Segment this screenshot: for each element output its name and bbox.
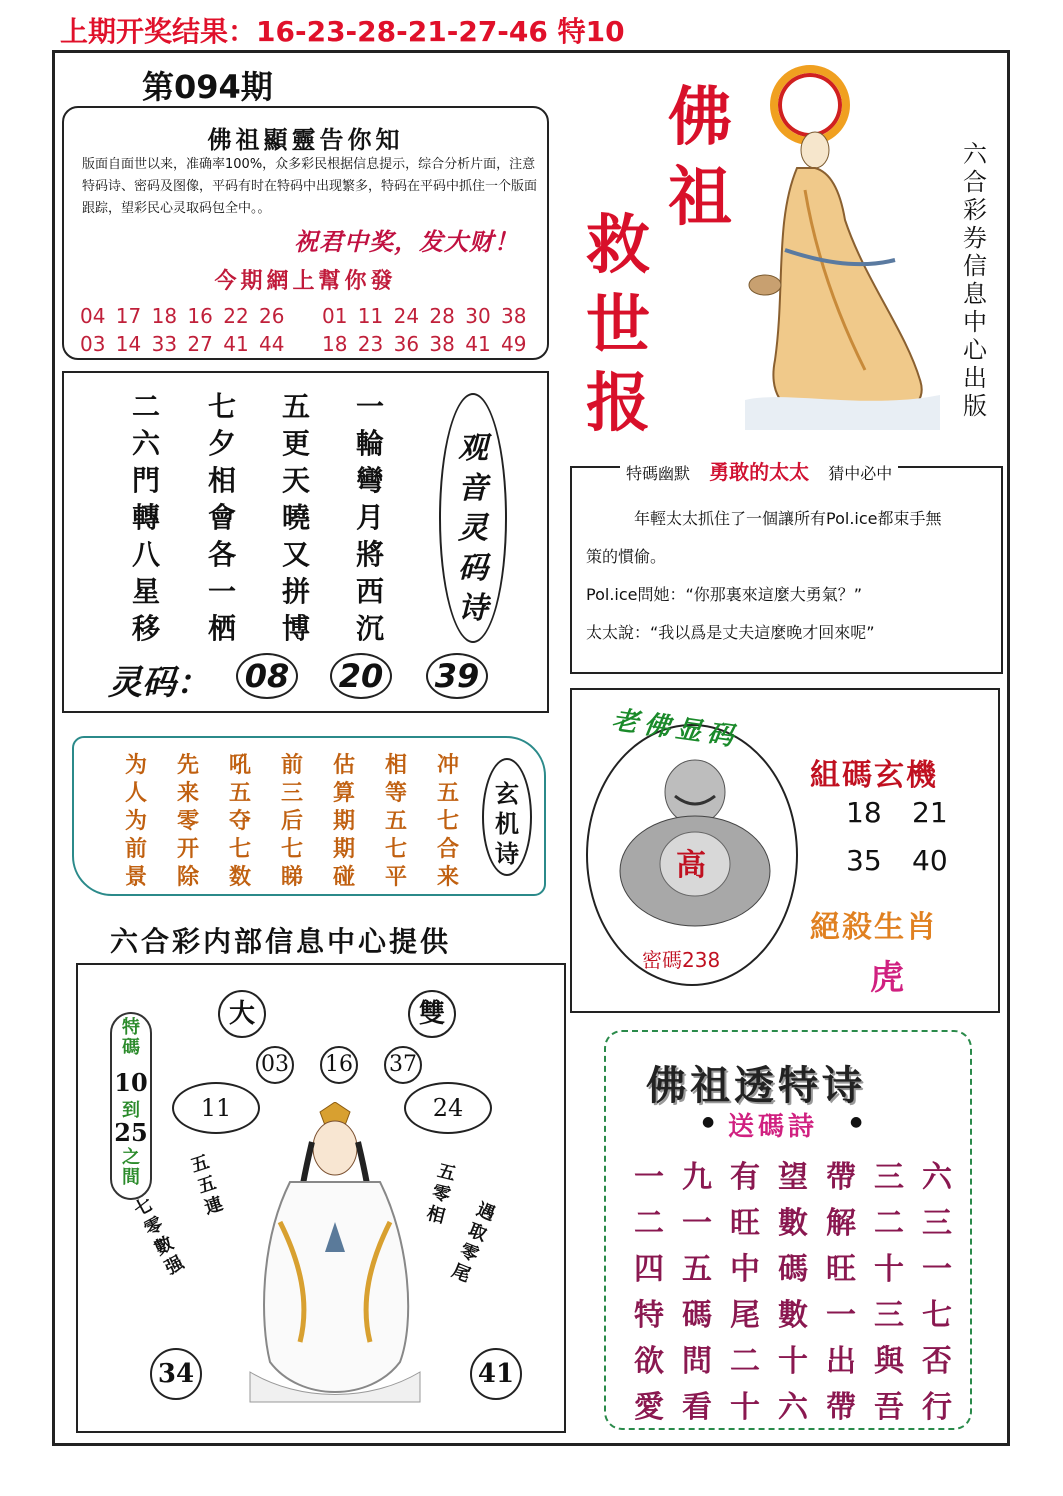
xuanji-char: 开 <box>176 837 199 862</box>
tepoem-char: 四 <box>634 1252 664 1287</box>
tepoem-char: 帶 <box>826 1390 856 1425</box>
guanyin-top-number: 16 <box>320 1046 358 1084</box>
xuanji-char: 除 <box>176 865 199 890</box>
poem-char: 一 <box>207 575 236 608</box>
tepoem-char: 旺 <box>826 1252 856 1287</box>
tepoem-char: 一 <box>682 1206 712 1241</box>
poem-char: 轉 <box>131 501 160 534</box>
tepoem-char: 六 <box>922 1160 952 1195</box>
poem-char: 六 <box>131 427 160 460</box>
guanyin-side-number: 24 <box>404 1082 492 1134</box>
tepoem-char: 二 <box>634 1206 664 1241</box>
joke-header <box>620 456 898 485</box>
tepoem-char: 數 <box>778 1206 808 1241</box>
tepoem-char: 有 <box>730 1160 760 1195</box>
xuanji-char: 五 <box>384 809 407 834</box>
guanyin-side-number: 11 <box>172 1082 260 1134</box>
masthead-char-2: 祖 <box>668 160 732 235</box>
tepoem-char: 看 <box>682 1390 712 1425</box>
secret-code: 密碼238 <box>642 948 721 972</box>
tepoem-char: 一 <box>634 1160 664 1195</box>
lingma-number: 20 <box>330 653 392 699</box>
dot-right-icon: ● <box>850 1114 863 1130</box>
poem-char: 博 <box>281 612 310 645</box>
xuanji-char: 数 <box>228 865 251 890</box>
tepoem-char: 尾 <box>730 1298 760 1333</box>
masthead-char-1: 佛 <box>668 80 732 155</box>
left-verse-2: 七零數强 <box>130 1193 188 1280</box>
lingma-label: 灵码： <box>108 663 210 703</box>
tepoem-char: 六 <box>778 1390 808 1425</box>
poem-char: 一 <box>355 390 384 423</box>
xuanji-char: 七 <box>436 809 459 834</box>
poem-label-char: 诗 <box>458 591 488 626</box>
tema-to: 25 <box>114 1118 148 1147</box>
poem-char: 天 <box>281 464 310 497</box>
tepoem-subtitle: 送碼詩 <box>728 1112 819 1142</box>
xuanji-char: 前 <box>124 837 147 862</box>
xuanji-char: 后 <box>280 809 303 834</box>
tepoem-char: 行 <box>922 1390 952 1425</box>
poem-label-char: 码 <box>458 551 488 586</box>
xuanji-char: 为 <box>124 753 147 778</box>
tema-range-pill <box>110 1012 152 1200</box>
poem-label-char: 音 <box>458 471 488 506</box>
numbers-row-1-left: 04 17 18 16 22 26 <box>80 304 285 328</box>
tepoem-char: 七 <box>922 1298 952 1333</box>
poem-char: 沉 <box>355 612 384 645</box>
xuanji-char: 七 <box>280 837 303 862</box>
poem-char: 會 <box>207 501 236 534</box>
tepoem-char: 欲 <box>634 1344 664 1379</box>
intro-box <box>62 106 549 360</box>
poem-char: 又 <box>281 538 310 571</box>
tepoem-char: 帶 <box>826 1160 856 1195</box>
xuanji-char: 夺 <box>228 809 251 834</box>
xuanji-char: 来 <box>436 865 459 890</box>
tepoem-char: 碼 <box>682 1298 712 1333</box>
guanyin-poem-box <box>62 371 549 713</box>
poem-char: 月 <box>355 501 384 534</box>
xuanji-char: 算 <box>332 781 355 806</box>
xuanji-char: 为 <box>124 809 147 834</box>
bottom-number: 34 <box>150 1348 202 1400</box>
buddha-code-box <box>570 688 1000 1013</box>
right-verse-2: 遇取零尾 <box>448 1199 498 1287</box>
lingma-number: 08 <box>236 653 298 699</box>
tepoem-char: 一 <box>826 1298 856 1333</box>
guanyin-top-number: 03 <box>256 1046 294 1084</box>
tepoem-char: 出 <box>826 1344 856 1379</box>
tepoem-char: 愛 <box>634 1390 664 1425</box>
xuanji-char: 吼 <box>228 753 251 778</box>
standing-guanyin-image <box>745 110 940 430</box>
tepoem-char: 十 <box>778 1344 808 1379</box>
intro-paragraph: 版面自面世以来，准确率100%，众多彩民根据信息提示，综合分析片面，注意特码诗、密码及图像，平码有时在特码中出现繁多，特码在平码中抓住一个版面跟踪，望彩民心灵取码包全中。。 <box>82 157 538 216</box>
xuanji-char: 零 <box>176 809 199 834</box>
tepoem-char: 旺 <box>730 1206 760 1241</box>
tepoem-char: 九 <box>682 1160 712 1195</box>
group-number: 35 <box>846 844 882 877</box>
xuanji-char: 七 <box>228 837 251 862</box>
poem-label-oval <box>439 393 507 643</box>
joke-label-right: 猜中必中 <box>828 464 893 483</box>
xuanji-char: 人 <box>124 781 147 806</box>
poem-char: 將 <box>355 538 384 571</box>
xuanji-char: 估 <box>332 753 355 778</box>
shuang-label: 雙 <box>408 990 456 1038</box>
kill-zodiac: 虎 <box>870 958 904 998</box>
tepoem-char: 問 <box>682 1344 712 1379</box>
poem-char: 移 <box>131 612 160 645</box>
joke-label-left: 特碼幽默 <box>626 464 691 483</box>
tepoem-char: 望 <box>778 1160 808 1195</box>
xuanji-label-char: 机 <box>495 810 519 838</box>
xuanji-char: 冲 <box>436 753 459 778</box>
poem-char: 更 <box>281 427 310 460</box>
poem-char: 西 <box>355 575 384 608</box>
poem-char: 八 <box>131 538 160 571</box>
group-code-title: 組碼玄機 <box>810 758 938 793</box>
xuanji-char: 合 <box>436 837 459 862</box>
big-label: 大 <box>218 990 266 1038</box>
buddha-belly-char: 高 <box>676 848 706 883</box>
dot-left-icon: ● <box>702 1114 715 1130</box>
xuanji-char: 期 <box>332 809 355 834</box>
tepoem-char: 一 <box>922 1252 952 1287</box>
right-verse-1: 五零相 <box>424 1160 458 1228</box>
tepoem-char: 五 <box>682 1252 712 1287</box>
guanyin-top-number: 37 <box>384 1046 422 1084</box>
intro-slogan: 祝君中奖，发大财！ <box>294 228 519 256</box>
poem-char: 二 <box>131 390 160 423</box>
last-draw-result: 上期开奖结果：16-23-28-21-27-46 特10 <box>60 15 625 48</box>
tema-label: 特碼 <box>122 1017 140 1058</box>
tepoem-char: 三 <box>874 1298 904 1333</box>
tepoem-char: 與 <box>874 1344 904 1379</box>
tepoem-char: 二 <box>874 1206 904 1241</box>
xuanji-label-char: 玄 <box>495 780 519 808</box>
tepoem-char: 三 <box>874 1160 904 1195</box>
poem-char: 星 <box>131 575 160 608</box>
bottom-number: 41 <box>470 1348 522 1400</box>
seated-guanyin-image <box>240 1102 430 1424</box>
issue-number: 第094期 <box>142 68 273 106</box>
xuanji-label-char: 诗 <box>495 840 519 868</box>
xuanji-char: 相 <box>384 753 407 778</box>
buddha-arc-text: 老佛显码 <box>610 705 742 753</box>
tepoem-char: 特 <box>634 1298 664 1333</box>
intro-title: 佛祖顯靈告你知 <box>207 126 404 154</box>
joke-line-3: Pol.ice問她：“你那裏來這麼大勇氣？” <box>586 585 863 604</box>
tepoem-char: 解 <box>826 1206 856 1241</box>
intro-subtitle: 今期網上幫你發 <box>214 269 397 294</box>
lingma-number: 39 <box>426 653 488 699</box>
xuanji-char: 期 <box>332 837 355 862</box>
xuanji-char: 五 <box>436 781 459 806</box>
group-number: 18 <box>846 796 882 829</box>
xuanji-char: 前 <box>280 753 303 778</box>
xuanji-label-oval <box>482 758 532 876</box>
tepoem-char: 二 <box>730 1344 760 1379</box>
tema-joke-box <box>570 460 1003 674</box>
poem-char: 曉 <box>281 501 310 534</box>
joke-line-4: 太太說：“我以爲是丈夫這麼晚才回來呢” <box>586 623 875 642</box>
poem-char: 門 <box>131 464 160 497</box>
tema-from: 10 <box>114 1068 148 1097</box>
poem-char: 各 <box>207 538 236 571</box>
tepoem-char: 碼 <box>778 1252 808 1287</box>
xuanji-char: 等 <box>384 781 407 806</box>
tepoem-char: 否 <box>922 1344 952 1379</box>
masthead-char-3: 救 <box>586 208 650 283</box>
numbers-row-1-right: 01 11 24 28 30 38 <box>322 304 527 328</box>
joke-title: 勇敢的太太 <box>709 460 810 484</box>
tema-to-char: 到 <box>122 1100 140 1121</box>
left-verse-1: 五五連 <box>188 1151 226 1219</box>
xuanji-char: 来 <box>176 781 199 806</box>
masthead-char-4: 世 <box>586 288 650 363</box>
publisher-vertical: 六合彩券信息中心出版 <box>963 140 987 420</box>
tema-end: 之間 <box>122 1147 140 1188</box>
numbers-row-2-right: 18 23 36 38 41 49 <box>322 332 527 356</box>
tepoem-char: 三 <box>922 1206 952 1241</box>
tepoem-char: 數 <box>778 1298 808 1333</box>
tepoem-char: 十 <box>730 1390 760 1425</box>
poem-char: 五 <box>281 390 310 423</box>
poem-char: 夕 <box>207 427 236 460</box>
xuanji-poem-box <box>72 736 546 896</box>
tepoem-char: 吾 <box>874 1390 904 1425</box>
poem-label-char: 观 <box>458 431 488 466</box>
xuanji-char: 碰 <box>332 865 355 890</box>
joke-line-2: 策的慣偷。 <box>586 547 667 566</box>
tepoem-char: 中 <box>730 1252 760 1287</box>
tepoem-box <box>604 1030 972 1430</box>
group-number: 21 <box>912 796 948 829</box>
xuanji-char: 景 <box>124 865 147 890</box>
poem-char: 輪 <box>355 427 384 460</box>
poem-char: 彎 <box>355 464 384 497</box>
provider-line: 六合彩内部信息中心提供 <box>110 925 452 958</box>
masthead-char-5: 报 <box>586 366 650 441</box>
group-number: 40 <box>912 844 948 877</box>
joke-line-1: 年輕太太抓住了一個讓所有Pol.ice都束手無 <box>634 509 942 528</box>
poem-char: 七 <box>207 390 236 423</box>
tepoem-title: 佛祖透特诗 <box>646 1063 866 1109</box>
xuanji-char: 睇 <box>280 865 303 890</box>
poem-char: 拼 <box>281 575 310 608</box>
poem-char: 栖 <box>207 612 236 645</box>
numbers-row-2-left: 03 14 33 27 41 44 <box>80 332 285 356</box>
xuanji-char: 三 <box>280 781 303 806</box>
kill-zodiac-title: 絕殺生肖 <box>810 910 938 945</box>
xuanji-char: 先 <box>176 753 199 778</box>
xuanji-char: 七 <box>384 837 407 862</box>
poem-char: 相 <box>207 464 236 497</box>
xuanji-char: 五 <box>228 781 251 806</box>
xuanji-char: 平 <box>384 865 407 890</box>
tepoem-char: 十 <box>874 1252 904 1287</box>
poem-label-char: 灵 <box>458 511 488 546</box>
